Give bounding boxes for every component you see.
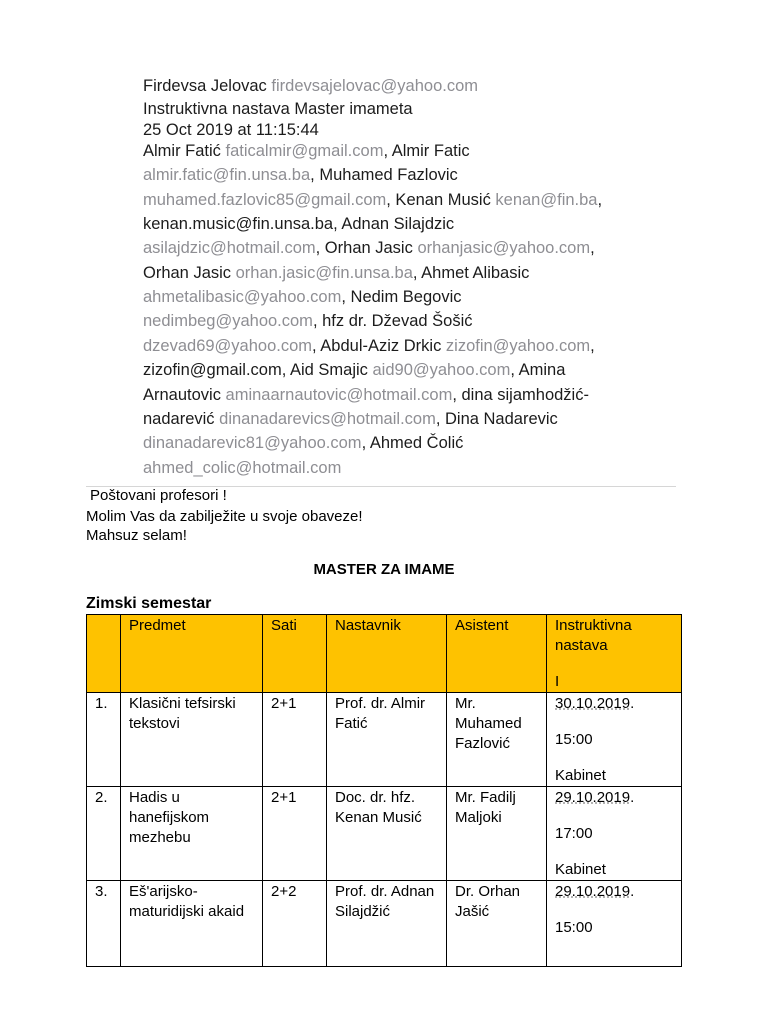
row-time: 17:00 (555, 825, 593, 842)
recipient-name: Orhan Jasic (143, 263, 236, 282)
recipient-email[interactable]: dinanadarevics@hotmail.com (219, 409, 436, 428)
recipient-email[interactable]: zizofin@yahoo.com (445, 336, 591, 355)
row-subject: Klasični tefsirski tekstovi (121, 693, 263, 787)
row-hours: 2+2 (263, 881, 327, 967)
greeting-text: Poštovani profesori ! (90, 487, 227, 504)
recipient-email[interactable]: aid90@yahoo.com (372, 361, 511, 380)
table-header-row (87, 615, 682, 693)
row-date-suffix: . (630, 883, 635, 900)
subject-value: Instruktivna nastava Master imameta (143, 100, 413, 118)
recipient-line (143, 261, 529, 285)
header-cell-instruction (547, 615, 682, 693)
recipient-name: , dina sijamhodžić- (452, 385, 589, 404)
recipient-name: , Abdul-Aziz Drkic (312, 336, 446, 355)
row-number: 3. (87, 881, 121, 967)
recipient-email[interactable]: faticalmir@gmail.com (225, 142, 384, 160)
recipient-line (143, 139, 470, 163)
header-cell-number (87, 615, 121, 693)
from-email[interactable]: firdevsajelovac@yahoo.com (271, 77, 479, 95)
recipient-email[interactable]: orhan.jasic@fin.unsa.ba (235, 263, 413, 282)
recipient-name: , Ahmed Čolić (361, 434, 464, 453)
row-date[interactable]: 30.10.2019 (555, 695, 631, 712)
recipient-name: , Nedim Begovic (341, 288, 462, 307)
recipient-email[interactable]: ahmetalibasic@yahoo.com (143, 288, 342, 307)
recipient-name: , Kenan Musić (386, 190, 496, 209)
header-cell-teacher: Nastavnik (327, 615, 447, 693)
document-title: MASTER ZA IMAME (313, 561, 455, 578)
recipient-name: nadarević (143, 409, 220, 428)
row-date-suffix: . (630, 695, 635, 712)
recipient-name: , hfz dr. Dževad Šošić (312, 312, 473, 331)
row-subject: Hadis u hanefijskom mezhebu (121, 787, 263, 881)
row-assistant: Mr. Muhamed Fazlović (447, 693, 547, 787)
body-line-2: Molim Vas da zabilježite u svoje obaveze! (86, 508, 363, 525)
header-instruction-sub: I (555, 673, 560, 690)
recipient-name: , (597, 190, 603, 209)
row-place: Kabinet (555, 861, 606, 878)
recipient-line (143, 309, 473, 333)
table-row (87, 787, 682, 881)
table-row (87, 881, 682, 967)
recipient-line (143, 431, 463, 455)
recipient-name: , Amina (510, 361, 566, 380)
row-subject: Eš'arijsko-maturidijski akaid (121, 881, 263, 967)
schedule-table (86, 614, 682, 967)
recipient-name: zizofin@gmail.com, Aid Smajic (143, 361, 373, 380)
recipient-name: , Almir Fatic (383, 142, 470, 160)
row-schedule (547, 693, 682, 787)
header-cell-subject: Predmet (121, 615, 263, 693)
recipient-email[interactable]: asilajdzic@hotmail.com (143, 239, 316, 258)
row-assistant: Mr. Fadilj Maljoki (447, 787, 547, 881)
header-cell-assistant: Asistent (447, 615, 547, 693)
recipient-email[interactable]: almir.fatic@fin.unsa.ba (143, 166, 311, 185)
recipient-name: , Ahmet Alibasic (412, 263, 530, 282)
recipient-email[interactable]: nedimbeg@yahoo.com (143, 312, 313, 331)
body-line-3: Mahsuz selam! (86, 527, 187, 544)
header-instruction-label: Instruktivna nastava (555, 617, 632, 654)
from-value (143, 74, 478, 98)
row-hours: 2+1 (263, 787, 327, 881)
recipient-line (143, 456, 341, 480)
row-number: 1. (87, 693, 121, 787)
recipient-line (143, 285, 462, 309)
recipient-name: , Dina Nadarevic (435, 409, 558, 428)
recipient-line (143, 407, 558, 431)
row-teacher: Prof. dr. Adnan Silajdžić (327, 881, 447, 967)
recipient-name: kenan.music@fin.unsa.ba, Adnan Silajdzic (143, 215, 455, 234)
recipient-email[interactable]: aminaarnautovic@hotmail.com (225, 385, 453, 404)
header-cell-hours: Sati (263, 615, 327, 693)
recipient-name: , Muhamed Fazlovic (310, 166, 458, 185)
row-time: 15:00 (555, 919, 593, 936)
recipient-line (143, 188, 602, 212)
row-date[interactable]: 29.10.2019 (555, 883, 631, 900)
recipient-name: Almir Fatić (143, 142, 226, 160)
recipient-line (143, 334, 595, 358)
recipient-line (143, 358, 565, 382)
recipient-email[interactable]: ahmed_colic@hotmail.com (143, 458, 342, 477)
recipient-name: , (590, 336, 595, 355)
row-place: Kabinet (555, 767, 606, 784)
recipient-name: , (590, 239, 595, 258)
row-schedule (547, 787, 682, 881)
recipient-name: Arnautovic (143, 385, 226, 404)
row-date[interactable]: 29.10.2019 (555, 789, 631, 806)
semester-heading: Zimski semestar (86, 595, 212, 612)
recipient-email[interactable]: orhanjasic@yahoo.com (417, 239, 591, 258)
row-hours: 2+1 (263, 693, 327, 787)
recipient-email[interactable]: dinanadarevic81@yahoo.com (143, 434, 362, 453)
date-value: 25 Oct 2019 at 11:15:44 (143, 121, 319, 139)
from-name: Firdevsa Jelovac (143, 77, 267, 95)
row-assistant: Dr. Orhan Jašić (447, 881, 547, 967)
row-schedule (547, 881, 682, 967)
recipient-line (143, 163, 458, 187)
recipient-email[interactable]: muhamed.fazlovic85@gmail.com (143, 190, 387, 209)
table-row (87, 693, 682, 787)
row-teacher: Doc. dr. hfz. Kenan Musić (327, 787, 447, 881)
row-date-suffix: . (630, 789, 635, 806)
recipient-email[interactable]: dzevad69@yahoo.com (143, 336, 313, 355)
row-teacher: Prof. dr. Almir Fatić (327, 693, 447, 787)
recipient-name: , Orhan Jasic (315, 239, 418, 258)
recipient-email[interactable]: kenan@fin.ba (495, 190, 598, 209)
recipient-line (143, 212, 454, 236)
row-number: 2. (87, 787, 121, 881)
recipient-line (143, 383, 589, 407)
recipient-line (143, 236, 595, 260)
row-time: 15:00 (555, 731, 593, 748)
